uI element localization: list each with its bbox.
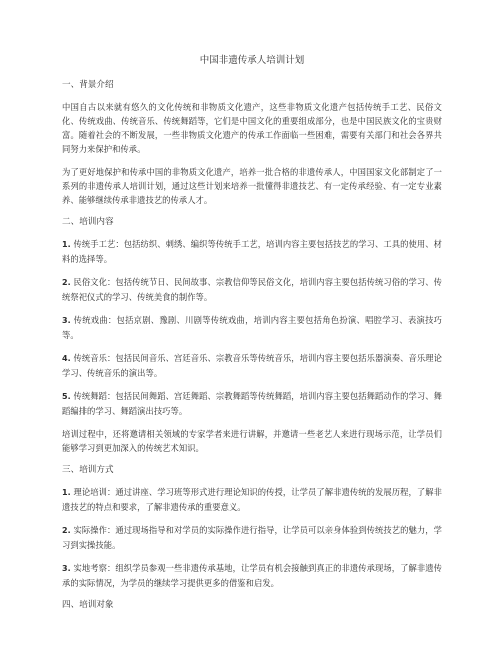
document-title: 中国非遗传承人培训计划 [199, 55, 305, 66]
method-item-1-number: 1. [62, 488, 71, 497]
content-item-1-number: 1. [62, 240, 71, 249]
content-item-5-number: 5. [62, 392, 71, 401]
content-item-3-number: 3. [62, 316, 71, 325]
content-item-1-text: 传统手工艺：包括纺织、刺绣、编织等传统手工艺，培训内容主要包括技艺的学习、工具的使用、材料的选择等。 [62, 239, 442, 264]
section-heading-background: 一、背景介绍 [62, 80, 114, 90]
section-heading-audience: 四、培训对象 [62, 600, 114, 610]
content-item-5-text: 传统舞蹈：包括民间舞蹈、宫廷舞蹈、宗教舞蹈等传统舞蹈，培训内容主要包括舞蹈动作的学习、舞蹈编排的学习、舞蹈演出技巧等。 [62, 391, 442, 416]
content-closing-paragraph: 培训过程中，还将邀请相关领域的专家学者来进行讲解，并邀请一些老艺人来进行现场示范，让学员们能够学习到更加深入的传统艺术知识。 [62, 429, 442, 453]
content-item-2-text: 民俗文化：包括传统节日、民间故事、宗教信仰等民俗文化，培训内容主要包括传统习俗的学习、传统祭祀仪式的学习、传统美食的制作等。 [62, 277, 442, 302]
method-item-3-number: 3. [62, 564, 71, 573]
content-item-2 [62, 275, 442, 304]
method-item-1 [62, 485, 442, 514]
content-item-3-text: 传统戏曲：包括京剧、豫剧、川剧等传统戏曲，培训内容主要包括角色扮演、唱腔学习、表演技巧等。 [62, 315, 443, 340]
method-item-2-text: 实际操作：通过现场指导和对学员的实际操作进行指导，让学员可以亲身体验到传统技艺的魅力，学习到实操技能。 [62, 525, 442, 550]
content-item-5 [62, 389, 442, 418]
content-item-4 [62, 351, 442, 380]
content-item-1 [62, 237, 442, 266]
method-item-3-text: 实地考察：组织学员参观一些非遗传承基地，让学员有机会接触到真正的非遗传承现场，了解非遗传承的实际情况，为学员的继续学习提供更多的借鉴和启发。 [62, 563, 442, 588]
content-item-4-text: 传统音乐：包括民间音乐、宫廷音乐、宗教音乐等传统音乐，培训内容主要包括乐器演奏、音乐理论学习、传统音乐的演出等。 [62, 353, 442, 378]
background-paragraph-1: 中国自古以来就有悠久的文化传统和非物质文化遗产，这些非物质文化遗产包括传统手工艺、民俗文化、传统戏曲、传统音乐、传统舞蹈等，它们是中国文化的重要组成部分，也是中国民族文化的宝贵财富。随着社会的不断发展，一些非物质文化遗产的传承工作面临一些困难，需要有关部门和社会各界共同努力来保护和传承。 [62, 102, 442, 154]
section-heading-methods: 三、培训方式 [62, 465, 114, 475]
content-item-2-number: 2. [62, 278, 71, 287]
content-item-3 [62, 313, 442, 342]
method-item-2 [62, 523, 442, 552]
background-paragraph-2: 为了更好地保护和传承中国的非物质文化遗产，培养一批合格的非遗传承人，中国国家文化部制定了一系列的非遗传承人培训计划，通过这些计划来培养一批懂得非遗技艺、有一定传承经验、有一定专业素养、能够继续传承非遗技艺的传承人才。 [62, 167, 442, 205]
method-item-3 [62, 561, 442, 590]
method-item-1-text: 理论培训：通过讲座、学习班等形式进行理论知识的传授，让学员了解非遗传统的发展历程，了解非遗技艺的特点和要求，了解非遗传承的重要意义。 [62, 487, 442, 512]
content-item-4-number: 4. [62, 354, 71, 363]
section-heading-content: 二、培训内容 [62, 217, 114, 227]
method-item-2-number: 2. [62, 526, 71, 535]
